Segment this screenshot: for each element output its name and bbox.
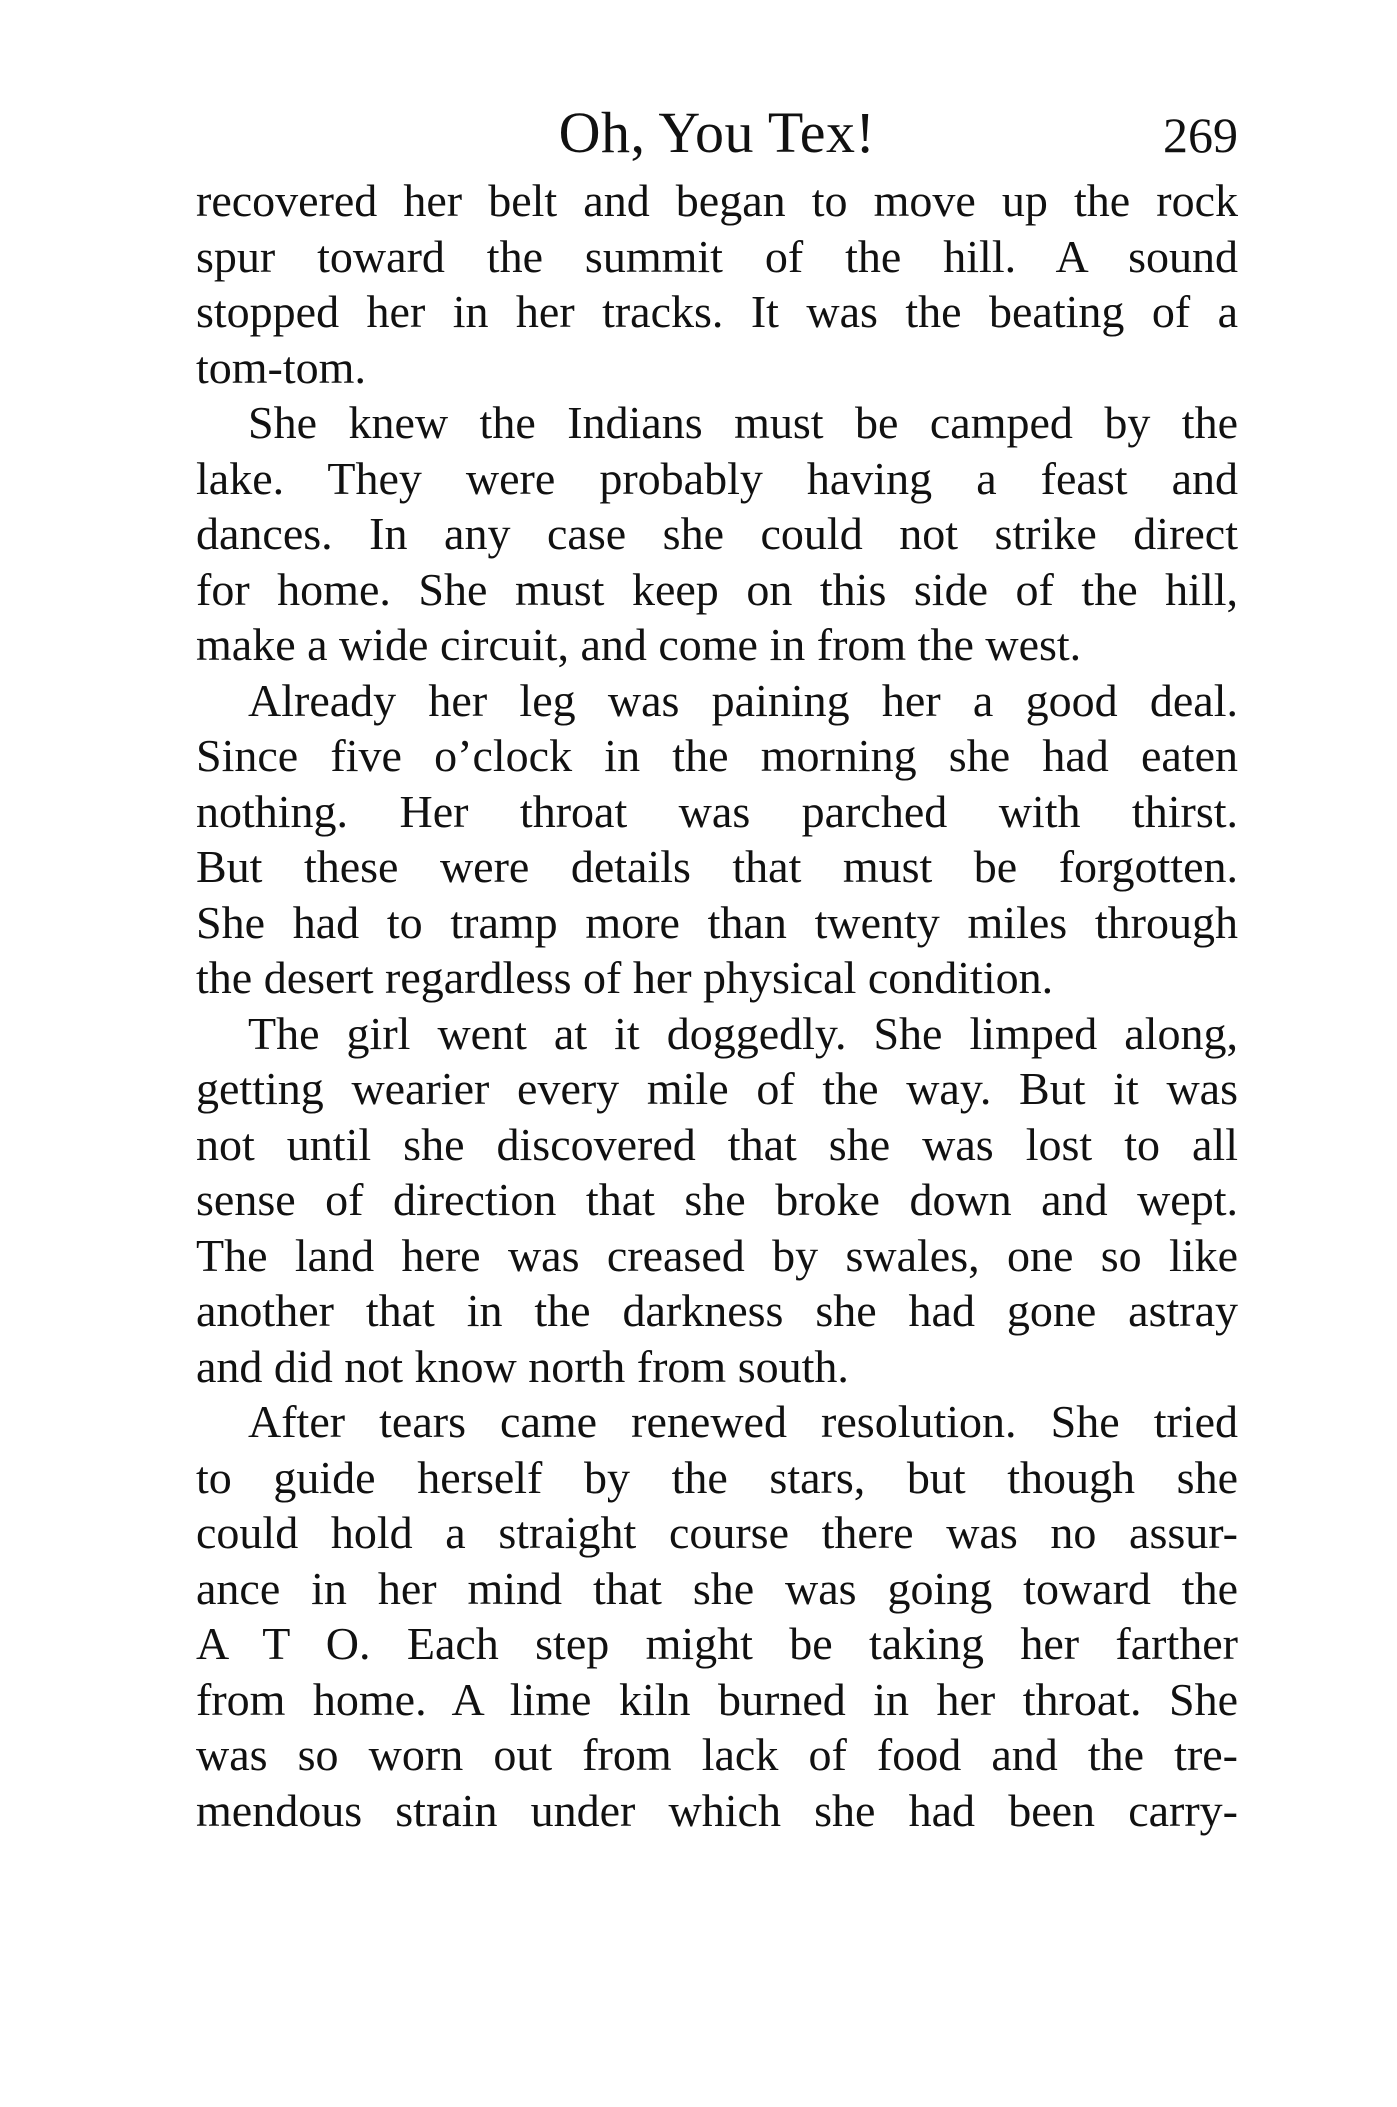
text-line: and did not know north from south. bbox=[196, 1340, 849, 1392]
text-line: She had to tramp more than twenty miles through bbox=[196, 896, 1238, 948]
text-line: make a wide circuit, and come in from the west. bbox=[196, 619, 1082, 670]
text-line: sense of direction that she broke down and wept. bbox=[196, 1174, 1238, 1225]
text-line: to guide herself by the stars, but though she bbox=[196, 1451, 1238, 1503]
text-line: A T O. Each step might be taking her farther bbox=[196, 1618, 1238, 1669]
paragraph bbox=[196, 173, 1238, 395]
text-line: After tears came renewed resolution. She tried bbox=[248, 1396, 1238, 1447]
text-line: nothing. Her throat was parched with thirst. bbox=[196, 785, 1238, 837]
text-line: mendous strain under which she had been carry- bbox=[196, 1784, 1238, 1836]
text-line: recovered her belt and began to move up the rock bbox=[196, 175, 1238, 226]
text-line: for home. She must keep on this side of the hill, bbox=[196, 563, 1238, 615]
text-line: She knew the Indians must be camped by the bbox=[248, 397, 1238, 448]
paragraph bbox=[196, 673, 1238, 1006]
text-line: But these were details that must be forgotten. bbox=[196, 841, 1238, 892]
text-line: getting wearier every mile of the way. But it was bbox=[196, 1063, 1238, 1114]
paragraph bbox=[196, 1006, 1238, 1395]
text-line: spur toward the summit of the hill. A sound bbox=[196, 230, 1238, 282]
running-head bbox=[196, 95, 1238, 167]
page-number: 269 bbox=[1163, 107, 1238, 163]
text-line: The land here was creased by swales, one so like bbox=[196, 1229, 1238, 1281]
text-line: ance in her mind that she was going toward the bbox=[196, 1562, 1238, 1614]
text-line: dances. In any case she could not strike direct bbox=[196, 508, 1238, 559]
book-title: Oh, You Tex! bbox=[558, 100, 876, 165]
text-line: could hold a straight course there was no assur- bbox=[196, 1507, 1238, 1558]
body-text bbox=[196, 173, 1238, 1838]
book-page bbox=[196, 95, 1238, 1838]
text-line: stopped her in her tracks. It was the beating of a bbox=[196, 286, 1238, 337]
text-line: Already her leg was paining her a good deal. bbox=[248, 674, 1238, 726]
text-line: the desert regardless of her physical condition. bbox=[196, 952, 1054, 1003]
text-line: The girl went at it doggedly. She limped along, bbox=[248, 1007, 1238, 1059]
paragraph bbox=[196, 1394, 1238, 1838]
text-line: not until she discovered that she was lost to all bbox=[196, 1118, 1238, 1170]
text-line: another that in the darkness she had gone astray bbox=[196, 1285, 1238, 1336]
text-line: from home. A lime kiln burned in her throat. She bbox=[196, 1673, 1238, 1725]
text-line: lake. They were probably having a feast and bbox=[196, 452, 1238, 504]
text-line: was so worn out from lack of food and the tre- bbox=[196, 1729, 1238, 1780]
text-line: Since five o’clock in the morning she had eaten bbox=[196, 730, 1238, 781]
text-line: tom-tom. bbox=[196, 341, 366, 393]
paragraph bbox=[196, 395, 1238, 673]
